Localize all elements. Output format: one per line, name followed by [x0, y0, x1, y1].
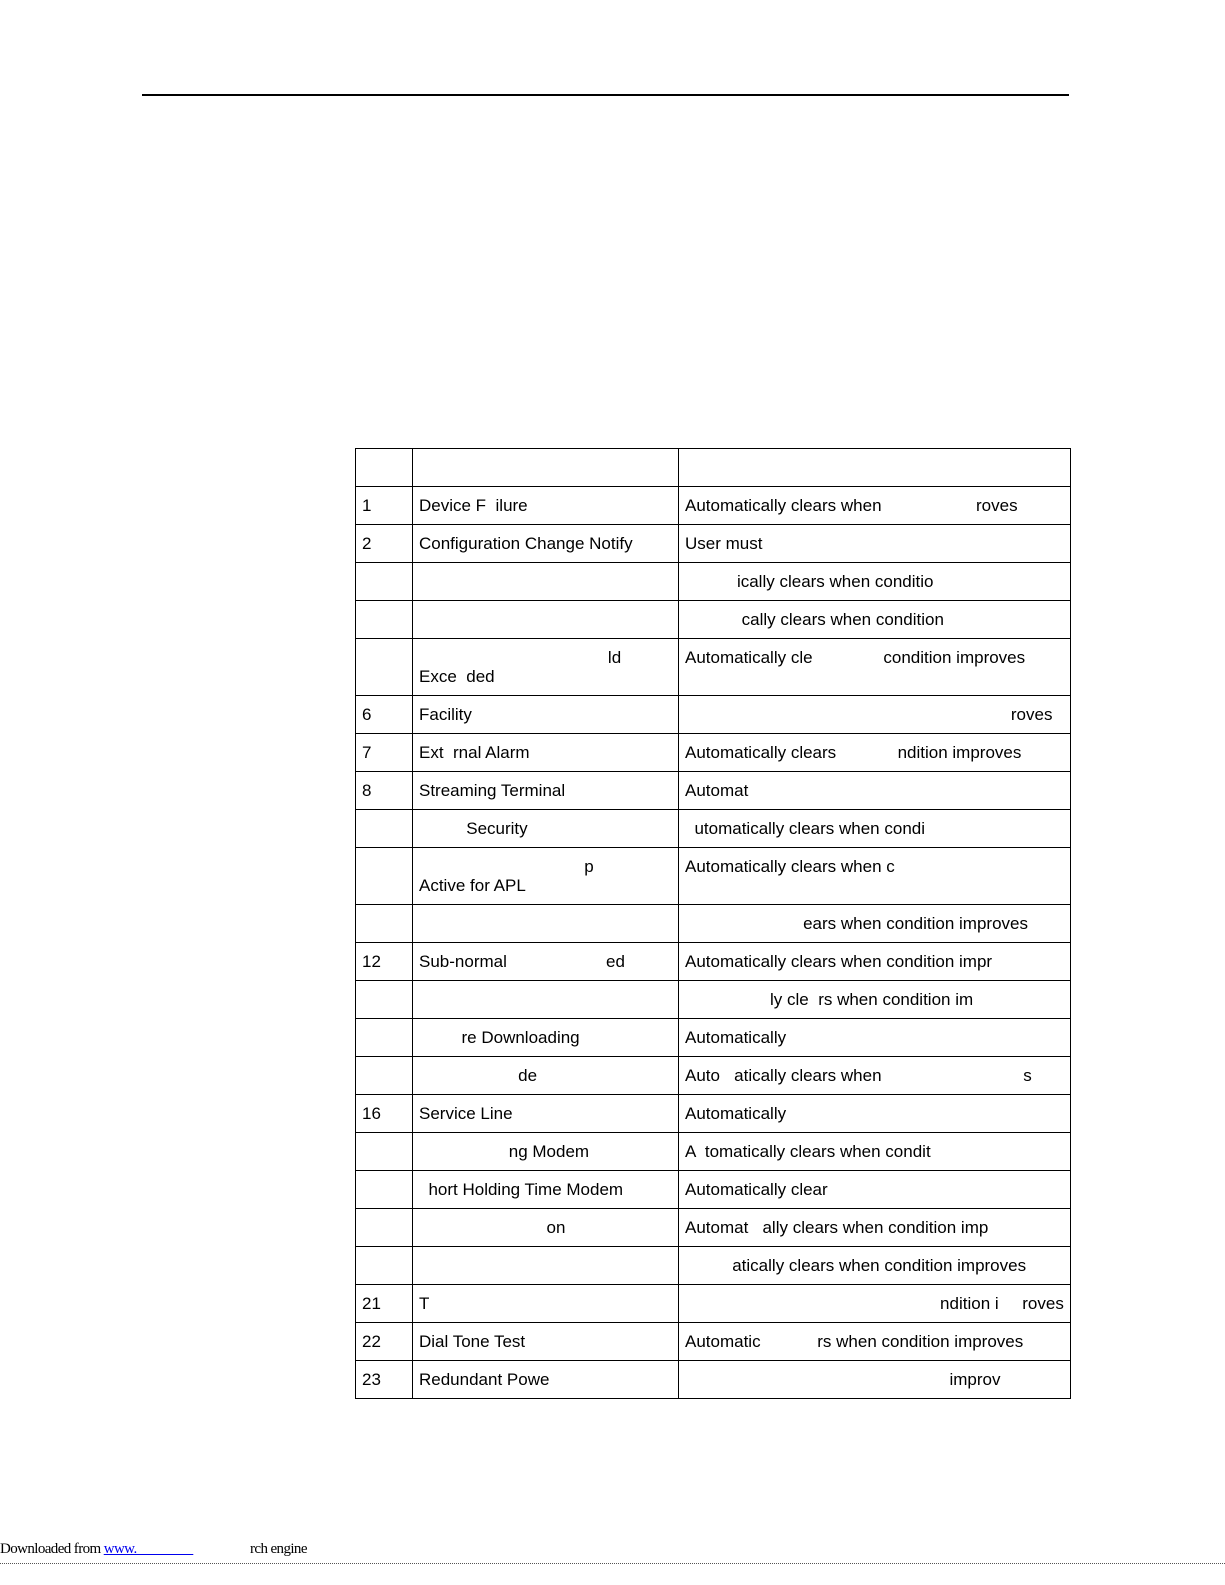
- alarm-name-cell: [413, 734, 679, 772]
- alarm-name-cell: [413, 1019, 679, 1057]
- alarm-number-cell: [356, 563, 413, 601]
- alarm-number-cell: [356, 1247, 413, 1285]
- alarm-name-cell: [413, 1285, 679, 1323]
- alarm-name-line: T: [419, 1294, 430, 1313]
- alarm-table-body: [356, 449, 1071, 1399]
- alarm-name-line: Streaming Terminal: [419, 781, 566, 800]
- alarm-name-cell: [413, 1095, 679, 1133]
- alarm-name-line: p: [419, 857, 594, 876]
- alarm-name-cell: [413, 563, 679, 601]
- table-row: [356, 1019, 1071, 1057]
- alarm-clearing-cell: ically clears when conditio: [679, 563, 1071, 601]
- alarm-name-cell: [413, 1133, 679, 1171]
- alarm-name-cell: [413, 848, 679, 905]
- table-row: [356, 1285, 1071, 1323]
- alarm-name-cell: [413, 1247, 679, 1285]
- alarm-name-cell: [413, 1171, 679, 1209]
- alarm-clearing-cell: Automatic rs when condition improves: [679, 1323, 1071, 1361]
- alarm-number-cell: 8: [356, 772, 413, 810]
- alarm-number-cell: [356, 1133, 413, 1171]
- alarm-clearing-cell: User must: [679, 525, 1071, 563]
- table-row: [356, 1247, 1071, 1285]
- alarm-clearing-cell: Automatically cle condition improves: [679, 639, 1071, 696]
- header-cell-clearing: [679, 449, 1071, 487]
- footer-prefix: Downloaded from: [0, 1541, 104, 1557]
- alarm-name-line: Sub-normal ed: [419, 952, 625, 971]
- alarm-name-line: Redundant Powe: [419, 1370, 550, 1389]
- table-row: [356, 1095, 1071, 1133]
- alarm-name-cell: [413, 772, 679, 810]
- alarm-name-cell: [413, 601, 679, 639]
- alarm-name-line: re Downloading: [419, 1028, 580, 1047]
- alarm-clearing-cell: ndition i roves: [679, 1285, 1071, 1323]
- alarm-name-line: ng Modem: [419, 1142, 590, 1161]
- table-row: [356, 525, 1071, 563]
- alarm-name-cell: [413, 1209, 679, 1247]
- alarm-clearing-cell: Auto atically clears when s: [679, 1057, 1071, 1095]
- alarm-name-line: Active for APL: [419, 876, 526, 895]
- alarm-name-line: Ext rnal Alarm: [419, 743, 530, 762]
- footer-dotted-rule: [0, 1563, 1225, 1564]
- table-row: [356, 1171, 1071, 1209]
- alarm-name-line: Dial Tone Test: [419, 1332, 526, 1351]
- table-header-row: [356, 449, 1071, 487]
- alarm-number-cell: 22: [356, 1323, 413, 1361]
- alarm-name-line: Facility: [419, 705, 472, 724]
- alarm-table: [355, 448, 1071, 1399]
- alarm-number-cell: 1: [356, 487, 413, 525]
- footer-link[interactable]: www.: [103, 1541, 194, 1557]
- alarm-name-cell: [413, 1323, 679, 1361]
- table-row: [356, 848, 1071, 905]
- alarm-number-cell: [356, 1171, 413, 1209]
- alarm-name-line: Device F ilure: [419, 496, 528, 515]
- alarm-clearing-cell: utomatically clears when condi: [679, 810, 1071, 848]
- download-footer: [0, 1541, 307, 1558]
- alarm-number-cell: [356, 1019, 413, 1057]
- table-row: [356, 734, 1071, 772]
- alarm-number-cell: 16: [356, 1095, 413, 1133]
- alarm-number-cell: 21: [356, 1285, 413, 1323]
- alarm-number-cell: [356, 848, 413, 905]
- table-row: [356, 772, 1071, 810]
- alarm-name-cell: [413, 981, 679, 1019]
- alarm-clearing-cell: A tomatically clears when condit: [679, 1133, 1071, 1171]
- alarm-clearing-cell: Automat ally clears when condition imp: [679, 1209, 1071, 1247]
- alarm-clearing-cell: improv: [679, 1361, 1071, 1399]
- alarm-name-cell: [413, 1361, 679, 1399]
- alarm-name-line: hort Holding Time Modem: [419, 1180, 624, 1199]
- table-row: [356, 1133, 1071, 1171]
- table-row: [356, 905, 1071, 943]
- alarm-name-line: de: [419, 1066, 538, 1085]
- table-row: [356, 1209, 1071, 1247]
- alarm-number-cell: 6: [356, 696, 413, 734]
- alarm-clearing-cell: Automat: [679, 772, 1071, 810]
- alarm-name-line: ld: [419, 648, 622, 667]
- header-cell-name: [413, 449, 679, 487]
- alarm-clearing-cell: cally clears when condition: [679, 601, 1071, 639]
- alarm-clearing-cell: Automatically clears ndition improves: [679, 734, 1071, 772]
- alarm-clearing-cell: Automatically: [679, 1095, 1071, 1133]
- header-cell-number: [356, 449, 413, 487]
- table-row: [356, 981, 1071, 1019]
- table-row: [356, 1361, 1071, 1399]
- alarm-number-cell: [356, 1057, 413, 1095]
- footer-suffix: rch engine: [193, 1541, 307, 1557]
- alarm-name-cell: [413, 810, 679, 848]
- table-row: [356, 487, 1071, 525]
- alarm-clearing-cell: atically clears when condition improves: [679, 1247, 1071, 1285]
- alarm-name-line: on: [419, 1218, 566, 1237]
- alarm-clearing-cell: Automatically clears when c: [679, 848, 1071, 905]
- table-row: [356, 810, 1071, 848]
- alarm-clearing-cell: Automatically clears when condition impr: [679, 943, 1071, 981]
- alarm-clearing-cell: Automatically clear: [679, 1171, 1071, 1209]
- alarm-name-cell: [413, 943, 679, 981]
- alarm-number-cell: [356, 981, 413, 1019]
- table-row: [356, 563, 1071, 601]
- alarm-number-cell: [356, 1209, 413, 1247]
- table-row: [356, 943, 1071, 981]
- alarm-clearing-cell: ears when condition improves: [679, 905, 1071, 943]
- alarm-name-cell: [413, 905, 679, 943]
- alarm-name-cell: [413, 1057, 679, 1095]
- alarm-number-cell: [356, 810, 413, 848]
- alarm-name-cell: [413, 487, 679, 525]
- alarm-number-cell: 7: [356, 734, 413, 772]
- alarm-name-cell: [413, 696, 679, 734]
- table-row: [356, 1057, 1071, 1095]
- table-row: [356, 639, 1071, 696]
- table-row: [356, 601, 1071, 639]
- alarm-number-cell: [356, 601, 413, 639]
- alarm-name-line: Security: [419, 819, 528, 838]
- alarm-name-line: Configuration Change Notify: [419, 534, 633, 553]
- alarm-clearing-cell: Automatically: [679, 1019, 1071, 1057]
- alarm-name-cell: [413, 639, 679, 696]
- table-row: [356, 696, 1071, 734]
- alarm-number-cell: 2: [356, 525, 413, 563]
- header-rule: [142, 94, 1069, 96]
- alarm-number-cell: [356, 639, 413, 696]
- alarm-name-line: Service Line: [419, 1104, 513, 1123]
- alarm-name-cell: [413, 525, 679, 563]
- alarm-number-cell: [356, 905, 413, 943]
- alarm-name-line: Exce ded: [419, 667, 495, 686]
- alarm-number-cell: 12: [356, 943, 413, 981]
- alarm-clearing-cell: roves: [679, 696, 1071, 734]
- alarm-number-cell: 23: [356, 1361, 413, 1399]
- table-row: [356, 1323, 1071, 1361]
- alarm-clearing-cell: Automatically clears when roves: [679, 487, 1071, 525]
- alarm-clearing-cell: ly cle rs when condition im: [679, 981, 1071, 1019]
